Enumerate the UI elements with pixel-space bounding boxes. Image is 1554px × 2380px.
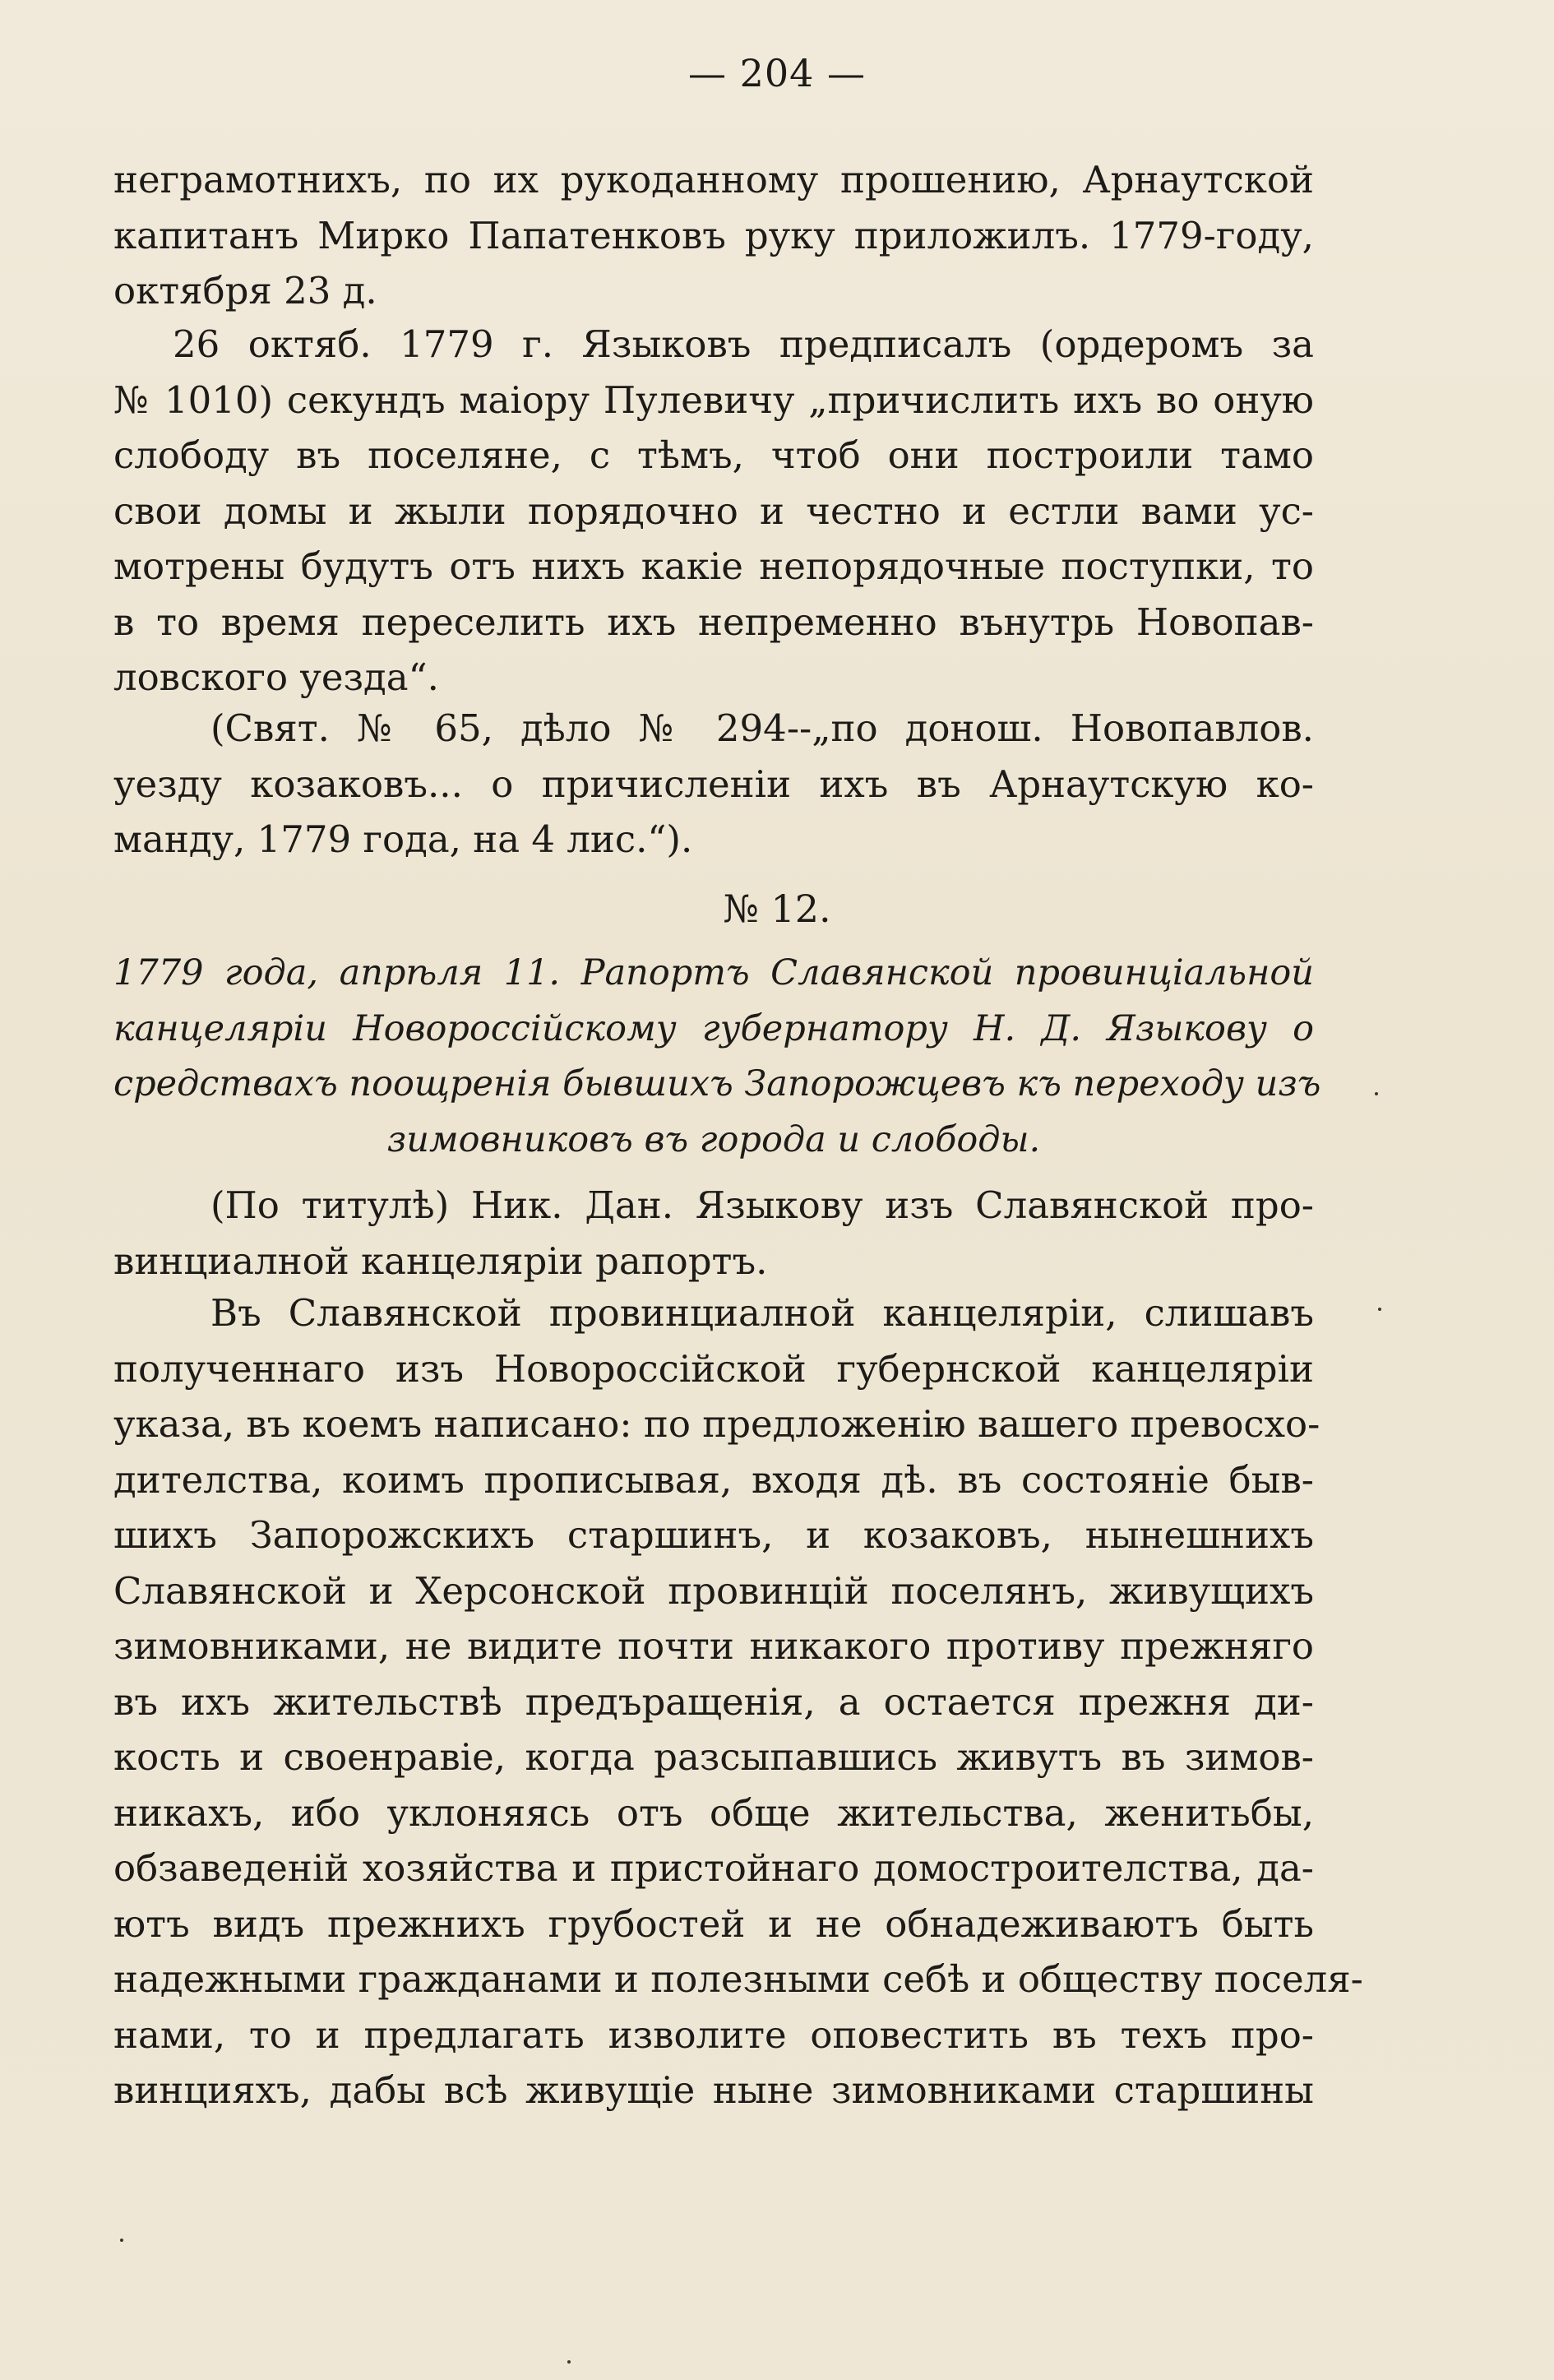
text-line: Славянской и Херсонской провинцій поселянъ, живущихъ (113, 1568, 1314, 1613)
text-line: 26 октяб. 1779 г. Языковъ предписалъ (ордеромъ за (173, 322, 1314, 366)
text-line: въ ихъ жительствѣ предъращенія, а остается прежня ди- (113, 1679, 1314, 1724)
text-line: слободу въ поселяне, с тѣмъ, чтоб они построили тамо (113, 433, 1314, 477)
heading-line: зимовниковъ въ города и слободы. (386, 1118, 1041, 1160)
text-line: зимовниками, не видите почти никакого противу прежняго (113, 1624, 1314, 1668)
text-line: (Свят. № 65, дѣло № 294--„по донош. Новопавлов. (210, 706, 1314, 750)
document-heading (113, 946, 1321, 1168)
text-line: неграмотнихъ, по их рукоданному прошению, Арнаутской (113, 158, 1314, 201)
text-line: винциалной канцеляріи рапортъ. (113, 1239, 768, 1283)
heading-line: средствахъ поощренія бывшихъ Запорожцевъ къ переходу изъ (113, 1063, 1321, 1104)
text-line: нами, то и предлагать изволите оповестить въ техъ про- (113, 2012, 1314, 2057)
text-line: винцияхъ, дабы всѣ живущіе ныне зимовниками старшины (113, 2068, 1314, 2112)
text-line: в то время переселить ихъ непременно вънутрь Новопав- (113, 600, 1314, 644)
text-line: обзаведеній хозяйства и пристойнаго домостроителства, да- (113, 1846, 1314, 1890)
text-line: дителства, коимъ прописывая, входя дѣ. въ состояніе быв- (113, 1457, 1314, 1502)
text-line: № 1010) секундъ маіору Пулевичу „причислить ихъ во оную (113, 377, 1314, 422)
text-line: ютъ видъ прежнихъ грубостей и не обнадеживаютъ быть (113, 1901, 1314, 1946)
text-line: ловского уезда“. (113, 655, 439, 699)
text-line: шихъ Запорожскихъ старшинъ, и козаковъ, нынешнихъ (113, 1513, 1314, 1557)
text-line: Въ Славянской провинциалной канцеляріи, слишавъ (210, 1291, 1314, 1335)
paper-speck (1375, 1092, 1378, 1095)
heading-line: канцеляріи Новороссійскому губернатору Н. Д. Языкову о (113, 1007, 1314, 1049)
text-line: кость и своенравіе, когда разсыпавшись живутъ въ зимов- (113, 1735, 1314, 1779)
text-line: полученнаго изъ Новороссійской губернской канцеляріи (113, 1346, 1314, 1391)
text-line: капитанъ Мирко Папатенковъ руку приложилъ. 1779-году, (113, 213, 1314, 257)
text-line: надежными гражданами и полезными себѣ и обществу поселя- (113, 1957, 1363, 2001)
paragraph-order-note (113, 317, 1314, 706)
heading-line: 1779 года, апрѣля 11. Рапортъ Славянской провинціальной (113, 952, 1314, 993)
text-line: никахъ, ибо уклоняясь отъ обще жительства, женитьбы, (113, 1790, 1314, 1835)
paragraph-title-address (113, 1178, 1314, 1289)
text-line: свои домы и жыли порядочно и честно и естли вами ус- (113, 489, 1314, 533)
page-number: — 204 — (687, 51, 867, 95)
text-line: (По титулѣ) Ник. Дан. Языкову изъ Славянской про- (210, 1183, 1314, 1227)
paragraph-source-reference (113, 701, 1314, 868)
paper-speck (120, 2239, 123, 2242)
text-line: манду, 1779 года, на 4 лис.“). (113, 817, 693, 861)
text-line: октября 23 д. (113, 269, 377, 313)
text-line: уезду козаковъ... о причисленіи ихъ въ Арнаутскую ко- (113, 762, 1314, 806)
document-number: № 12. (723, 887, 831, 931)
paper-speck (1378, 1308, 1381, 1311)
paragraph-report-body (113, 1285, 1363, 2118)
text-line: указа, въ коемъ написано: по предложенію вашего превосхо- (113, 1402, 1320, 1446)
paragraph-continuation (113, 152, 1314, 319)
paper-speck (567, 2360, 571, 2364)
text-line: мотрены будутъ отъ нихъ какіе непорядочные поступки, то (113, 544, 1314, 588)
